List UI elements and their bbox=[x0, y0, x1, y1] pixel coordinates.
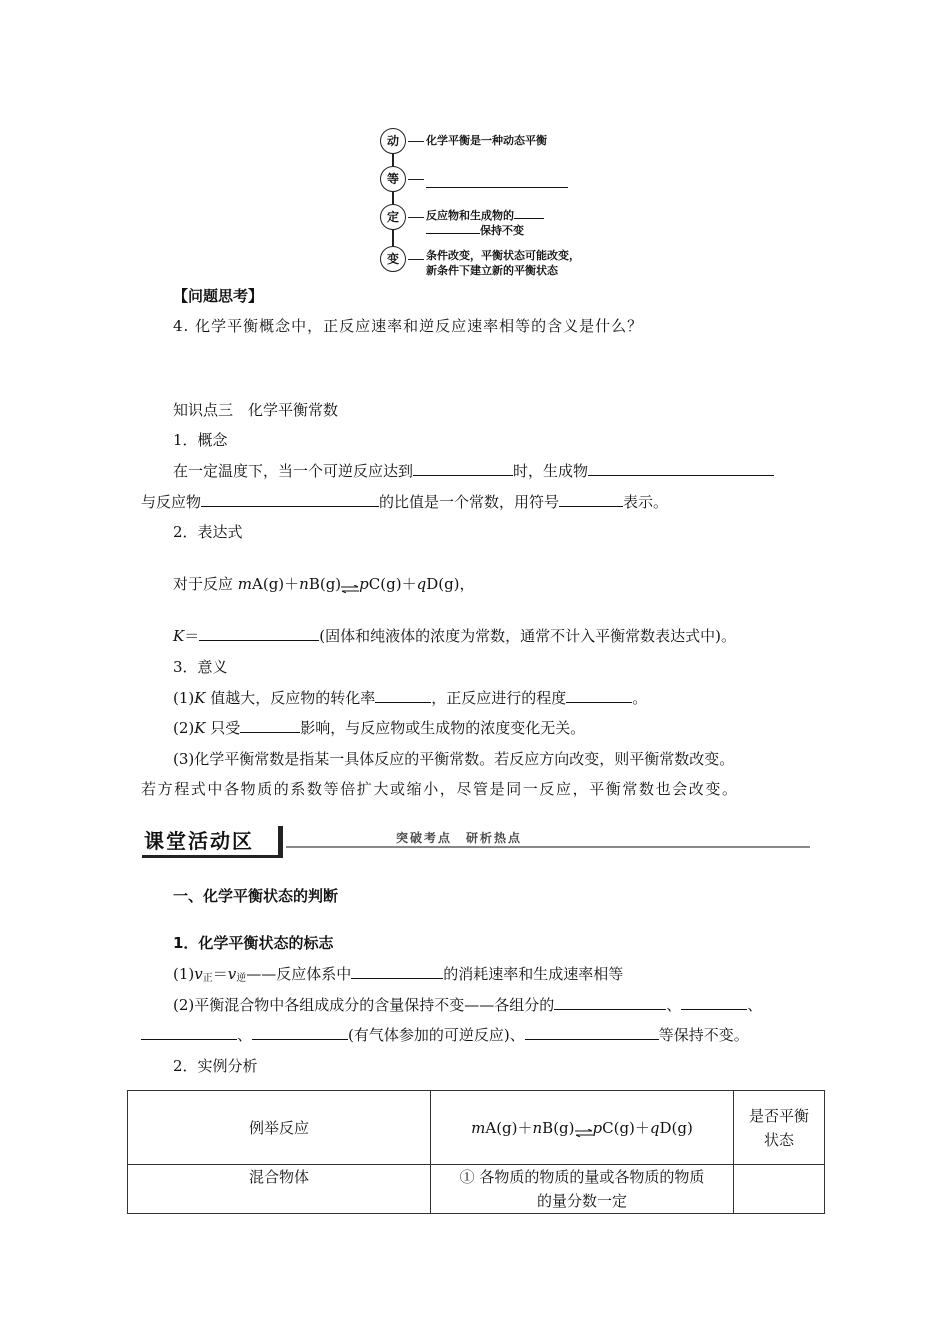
node-ding-text-2: 保持不变 bbox=[426, 222, 524, 238]
connector bbox=[408, 141, 424, 142]
node-ding: 定 bbox=[380, 204, 406, 230]
node-ding-text-1: 反应物和生成物的 bbox=[426, 207, 544, 223]
section1-s1-title: 1．化学平衡状态的标志 bbox=[173, 934, 334, 952]
node-deng-blank bbox=[426, 172, 568, 188]
blank bbox=[252, 1024, 348, 1040]
blank bbox=[514, 207, 544, 219]
section1-s2-title: 2．实例分析 bbox=[173, 1057, 258, 1075]
node-dong: 动 bbox=[380, 128, 406, 154]
node-bian: 变 bbox=[380, 246, 406, 272]
cell-line: 状态 bbox=[763, 1130, 794, 1149]
table-cell: 例举反应 bbox=[128, 1091, 431, 1165]
table-cell bbox=[431, 1165, 734, 1214]
section1-s1-2: (2)平衡混合物中各组成成分的含量保持不变——各组分的 、 、 bbox=[173, 996, 763, 1014]
blank bbox=[201, 491, 379, 507]
kp3-s3-2: (2)K 只受 影响，与反应物或生成物的浓度变化无关。 bbox=[173, 719, 586, 737]
kp3-s3-3-line1: (3)化学平衡常数是指某一具体反应的平衡常数。若反应方向改变，则平衡常数改变。 bbox=[173, 750, 735, 768]
blank bbox=[199, 625, 319, 641]
blank bbox=[141, 1024, 237, 1040]
diagram-axis bbox=[392, 140, 394, 260]
cell-line: ① 各物质的物质的量或各物质的物质 bbox=[459, 1168, 705, 1186]
kp3-s3-3-line2: 若方程式中各物质的系数等倍扩大或缩小，尽管是同一反应，平衡常数也会改变。 bbox=[141, 780, 739, 798]
section1-s1-3: 、 (有气体参加的可逆反应)、 等保持不变。 bbox=[141, 1024, 749, 1046]
blank bbox=[588, 460, 774, 476]
kp3-s1-line1: 在一定温度下，当一个可逆反应达到 时，生成物 bbox=[173, 460, 774, 482]
connector bbox=[408, 179, 424, 180]
section1-title: 一、化学平衡状态的判断 bbox=[173, 887, 339, 905]
blank bbox=[525, 1024, 659, 1040]
section1-s1-1: $(1)v_正=v_逆——$反应体系中 的消耗速率和生成速率相等 bbox=[173, 965, 624, 984]
kp3-s2-reaction: 对于反应 mA(g)＋nB(g) pC(g)＋qD(g)， bbox=[173, 575, 475, 593]
node-bian-text-2: 新条件下建立新的平衡状态 bbox=[426, 264, 558, 277]
kp3-s1-line2: 与反应物 的比值是一个常数，用符号 表示。 bbox=[141, 493, 669, 511]
table-cell: 混合物体 bbox=[128, 1165, 431, 1214]
table-cell bbox=[734, 1165, 825, 1214]
equilibrium-arrow-icon bbox=[341, 585, 359, 593]
kp3-s2-title: 2．表达式 bbox=[173, 523, 243, 541]
question-heading: 【问题思考】 bbox=[173, 287, 264, 305]
node-deng: 等 bbox=[380, 166, 406, 192]
kp3-s3-title: 3．意义 bbox=[173, 658, 228, 676]
blank bbox=[413, 460, 513, 476]
banner-underline bbox=[142, 855, 282, 858]
connector bbox=[408, 217, 424, 218]
blank bbox=[566, 687, 632, 703]
kp3-s2-K: K＝ (固体和纯液体的浓度为常数，通常不计入平衡常数表达式中)。 bbox=[173, 627, 736, 645]
node-dong-text: 化学平衡是一种动态平衡 bbox=[426, 134, 547, 147]
blank bbox=[426, 222, 480, 234]
kp3-title: 知识点三 化学平衡常数 bbox=[173, 401, 339, 419]
blank bbox=[554, 994, 666, 1010]
question-4: 4. 化学平衡概念中，正反应速率和逆反应速率相等的含义是什么？ bbox=[173, 317, 644, 335]
blank bbox=[240, 717, 300, 733]
node-bian-text-1: 条件改变，平衡状态可能改变， bbox=[426, 249, 580, 262]
table-cell-reaction: mA(g)＋nB(g) pC(g)＋qD(g) bbox=[431, 1091, 734, 1165]
table-cell bbox=[734, 1091, 825, 1165]
blank bbox=[681, 994, 747, 1010]
banner-title: 课堂活动区 bbox=[144, 829, 254, 853]
example-table bbox=[127, 1090, 825, 1214]
blank bbox=[559, 491, 623, 507]
kp3-s3-1: (1)K 值越大，反应物的转化率 ，正反应进行的程度 。 bbox=[173, 689, 648, 707]
kp3-s1-title: 1．概念 bbox=[173, 431, 228, 449]
connector bbox=[408, 259, 424, 260]
table-row bbox=[128, 1091, 825, 1165]
banner-bar bbox=[278, 826, 283, 858]
cell-line: 的量分数一定 bbox=[536, 1192, 627, 1210]
blank bbox=[351, 963, 443, 979]
equilibrium-arrow-icon bbox=[575, 1129, 593, 1137]
blank bbox=[375, 687, 431, 703]
banner-rule bbox=[286, 846, 810, 848]
table-row bbox=[128, 1165, 825, 1214]
banner-subtitle: 突破考点 研析热点 bbox=[396, 831, 523, 845]
cell-line: 是否平衡 bbox=[748, 1106, 809, 1125]
